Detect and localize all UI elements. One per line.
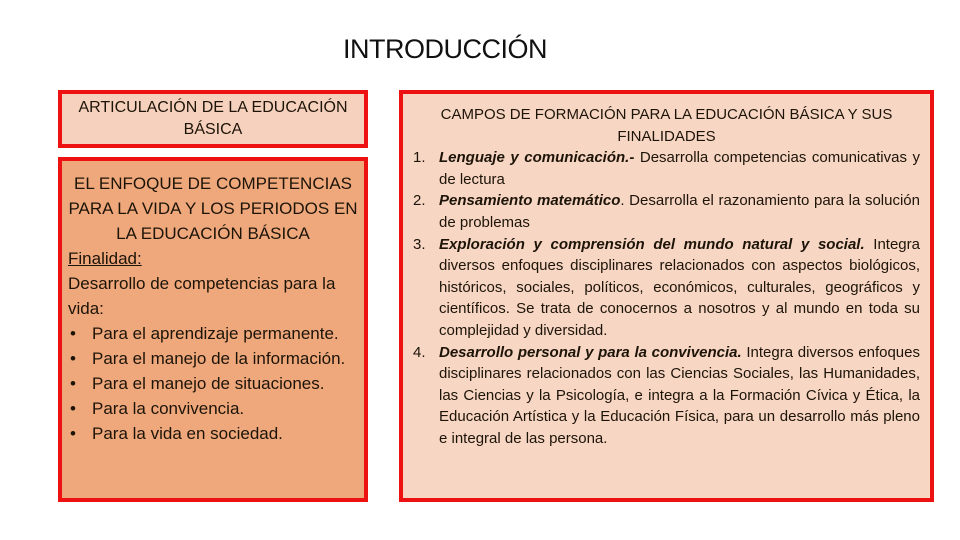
item-number: 3. — [413, 235, 426, 253]
field-description: Desarrolla competencias comunicativas y de lectura — [439, 149, 920, 188]
list-item-text: Para la convivencia. — [92, 399, 245, 418]
bullet-icon: • — [70, 374, 76, 393]
list-item — [68, 396, 358, 421]
field-description: . Desarrolla el razonamiento para la solución de problemas — [439, 192, 920, 231]
list-item-text: Para la vida en sociedad. — [92, 424, 283, 443]
competencies-list — [68, 321, 358, 446]
formation-fields-box — [399, 90, 934, 502]
list-item-text: Para el aprendizaje permanente. — [92, 324, 339, 343]
bullet-icon: • — [70, 349, 76, 368]
finalidad-label: Finalidad: — [68, 249, 142, 268]
item-number: 4. — [413, 343, 426, 361]
list-item-text: Para el manejo de la información. — [92, 349, 346, 368]
field-description: Integra diversos enfoques disciplinares relacionados con aspectos biológicos, históricos, sociales, políticos, económicos, culturales, geográficos y científicos. Se trata de conocernos a nosotros y al mundo en toda su complejidad y diversidad. — [439, 235, 920, 339]
list-item — [413, 342, 920, 450]
field-description: Integra diversos enfoques disciplinares relacionados con las Ciencias Sociales, las Humanidades, las Ciencias y la Psicología, e integra a la Formación Cívica y Ética, la Educación Artística y la Educación Física, para un desarrollo más pleno e integral de las persona. — [439, 343, 920, 447]
competencies-heading: EL ENFOQUE DE COMPETENCIAS PARA LA VIDA Y LOS PERIODOS EN LA EDUCACIÓN BÁSICA — [68, 174, 358, 243]
list-item — [68, 346, 358, 371]
list-item — [68, 321, 358, 346]
competencies-box — [58, 157, 368, 502]
item-number: 2. — [413, 192, 426, 210]
list-item — [68, 371, 358, 396]
list-item-text: Para el manejo de situaciones. — [92, 374, 325, 393]
list-item — [413, 234, 920, 342]
field-title: Exploración y comprensión del mundo natural y social. — [439, 235, 865, 253]
articulation-text: ARTICULACIÓN DE LA EDUCACIÓN BÁSICA — [78, 99, 348, 138]
list-item — [68, 421, 358, 446]
list-item — [413, 190, 920, 233]
list-item — [413, 147, 920, 190]
bullet-icon: • — [70, 324, 76, 343]
formation-fields-heading: CAMPOS DE FORMACIÓN PARA LA EDUCACIÓN BÁSICA Y SUS FINALIDADES — [440, 106, 893, 145]
page-title: INTRODUCCIÓN — [343, 34, 547, 64]
bullet-icon: • — [70, 399, 76, 418]
competencies-description: Desarrollo de competencias para la vida: — [68, 274, 336, 318]
field-title: Lenguaje y comunicación.- — [439, 149, 635, 167]
field-title: Desarrollo personal y para la convivencia. — [439, 343, 742, 361]
field-title: Pensamiento matemático — [439, 192, 621, 210]
bullet-icon: • — [70, 424, 76, 443]
articulation-box — [58, 90, 368, 148]
formation-fields-list — [413, 147, 920, 449]
item-number: 1. — [413, 149, 426, 167]
